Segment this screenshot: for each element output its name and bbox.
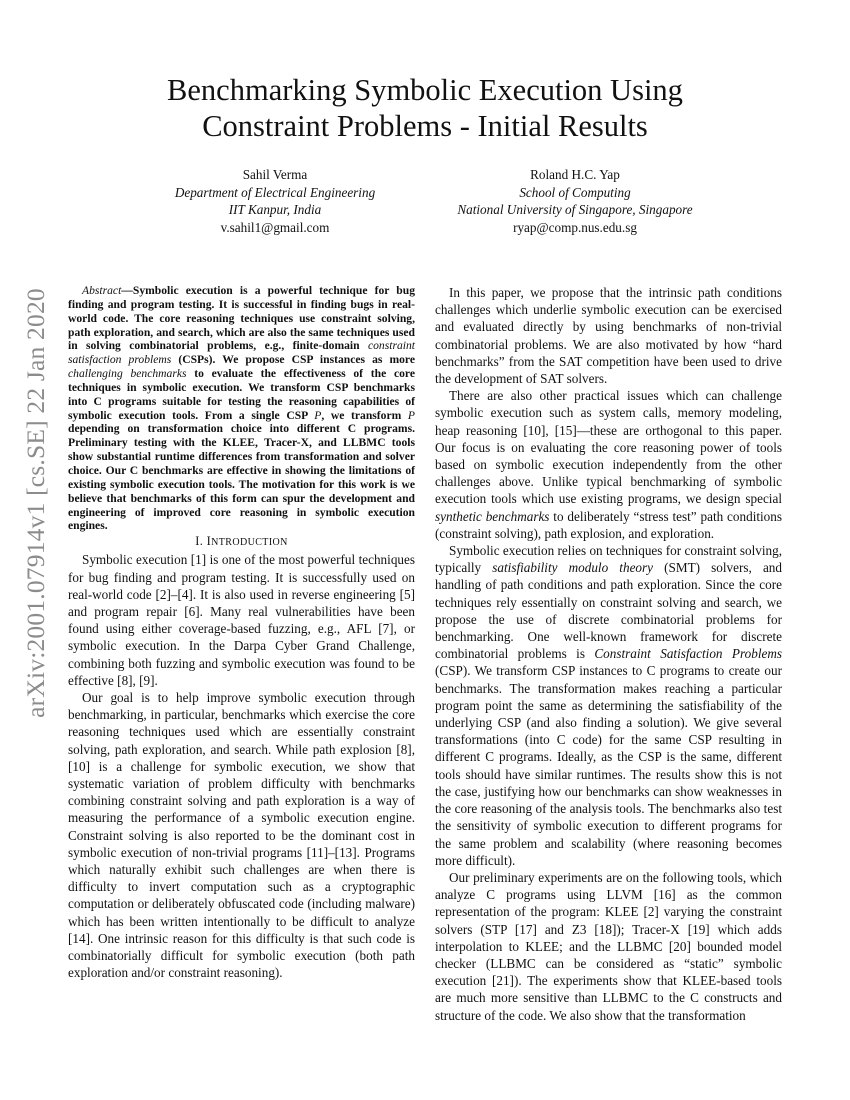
author-institution: IIT Kanpur, India: [228, 202, 322, 217]
abstract-label: Abstract: [82, 284, 122, 297]
section-title-initial: I: [206, 534, 212, 549]
abstract-emphasis: constraint satisfaction problems: [68, 339, 415, 367]
arxiv-identifier-text: arXiv:2001.07914v1 [cs.SE] 22 Jan 2020: [21, 287, 51, 718]
section-number: I.: [195, 534, 204, 549]
author-block-2: [430, 166, 720, 236]
right-column: [435, 284, 782, 1024]
math-symbol: P: [407, 408, 415, 422]
author-block-1: [130, 166, 420, 236]
body-emphasis: satisfiability modulo theory: [492, 560, 653, 576]
author-department: School of Computing: [519, 184, 631, 200]
body-paragraph: There are also other practical issues which can challenge symbolic execution such as system calls, memory modeling, heap reasoning [10], [15]—these are orthogonal to this paper. Our focus is on evaluating the core reasoning power of tools based on symbolic execution independently from the other challenges above. Unlike typical benchmarking of symbolic execution tools which use existing programs, we design special synthetic benchmarks to deliberately “stress test” path conditions (constraint solving), path explosion, and exploration.: [435, 388, 783, 541]
arxiv-identifier-stamp: [9, 287, 63, 718]
paper-title-line-1: Benchmarking Symbolic Execution Using: [167, 73, 683, 107]
abstract-emphasis: challenging benchmarks: [68, 367, 187, 381]
author-email: v.sahil1@gmail.com: [220, 219, 330, 235]
left-column: [68, 284, 415, 981]
abstract: Abstract—Symbolic execution is a powerful technique for bug finding and program testing. It is successful in finding bugs in real-world code. The core reasoning techniques use constraint solving, path exploration, and search, which are also the same techniques used in solving combinatorial problems, e.g., finite-domain constraint satisfaction problems (CSPs). We propose CSP instances as more challenging benchmarks to evaluate the effectiveness of the core techniques in symbolic execution. We transform CSP benchmarks into C programs suitable for testing the reasoning capabilities of symbolic execution tools. From a single CSP P, we transform P depending on transformation choice into different C programs. Preliminary testing with the KLEE, Tracer-X, and LLBMC tools show substantial runtime differences from transformation and solver choice. Our C benchmarks are effective in showing the limitations of existing symbolic execution tools. The motivation for this work is we believe that benchmarks of this form can spur the development and engineering of improved core reasoning in symbolic execution engines.: [68, 284, 416, 533]
body-paragraph: Symbolic execution relies on techniques for constraint solving, typically satisfiability modulo theory (SMT) solvers, and handling of path conditions and path exploration. Since the core techniques rely essentially on constraint solving and search, we propose the use of discrete combinatorial problems for benchmarking. One well-known framework for discrete combinatorial problems is Constraint Satisfaction Problems (CSP). We transform CSP instances to C programs to create our benchmarks. The transformation makes reaching a particular program point the same as determining the satisfiability of the underlying CSP (and also finding a solution). We give several transformations (into C code) for the same CSP resulting in different C programs. Ideally, as the CSP is the same, different tools should have similar runtimes. The results show this is not the case, justifying how our benchmarks can show weaknesses in the core reasoning of the analysis tools. The benchmarks also test the sensitivity of symbolic execution to different programs for the same problem and scalability (where reasoning becomes more difficult).: [435, 543, 782, 868]
body-paragraph: In this paper, we propose that the intrinsic path conditions challenges which underlie symbolic execution can be exercised and evaluated directly by using benchmarks of non-trivial combinatorial problems. We are also motivated by how “hard benchmarks” from the SAT competition have been used to drive the development of SAT solvers.: [435, 285, 782, 387]
body-paragraph: Our preliminary experiments are on the following tools, which analyze C programs using LLVM [16] as the common representation of the program: KLEE [2] varying the constraint solvers (STP [17] and Z3 [18]); Tracer-X [19] which adds interpolation to KLEE; and the LLBMC [20] bounded model checker (LLBMC can be considered as “static” symbolic execution [21]). The experiments show that KLEE-based tools are much more sensitive than LLBMC to the C constructs and structure of the code. We also show that the transformation: [435, 869, 782, 1023]
body-emphasis: synthetic benchmarks: [435, 508, 550, 524]
author-name: Roland H.C. Yap: [530, 167, 620, 182]
author-institution: National University of Singapore, Singapore: [457, 202, 693, 217]
paper-title: [60, 72, 790, 144]
section-title-rest: NTRODUCTION: [211, 537, 288, 549]
body-emphasis: Constraint Satisfaction Problems: [594, 646, 782, 662]
math-symbol: P: [314, 408, 322, 422]
author-name: Sahil Verma: [242, 167, 308, 182]
section-heading: [68, 533, 415, 551]
intro-paragraph: Symbolic execution [1] is one of the most powerful techniques for bug finding and program testing. It is successfully used on real-world code [2]–[4]. It is also used in reverse engineering [5] and program repair [6]. Many real vulnerabilities have been found using either coverage-based fuzzing, e.g., AFL [7], or symbolic execution. In the Darpa Cyber Grand Challenge, combining both fuzzing and symbolic execution was found to be effective [8], [9].: [68, 552, 415, 688]
author-department: Department of Electrical Engineering: [174, 184, 376, 200]
paper-title-line-2: Constraint Problems - Initial Results: [202, 109, 648, 143]
intro-paragraph: Our goal is to help improve symbolic execution through benchmarking, in particular, benchmarks which exercise the core reasoning techniques used which are essentially constraint solving, path exploration, and search. While path explosion [8], [10] is a challenge for symbolic execution, we show that systematic variation of problem difficulty with benchmarks combining constraint solving and path exploration is a way of measuring the performance of a symbolic execution engine. Constraint solving is also reported to be the dominant cost in symbolic execution of non-trivial programs [11]–[13]. Programs which naturally exhibit such challenges are when there is difficulty to invert computation such as a cryptographic computation or deliberately obfuscated code (including malware) which has been written intentionally to be difficult to analyze [14]. One intrinsic reason for this difficulty is that such code is combinatorially difficult for symbolic execution (both path exploration and/or constraint reasoning).: [68, 690, 415, 981]
author-email: ryap@comp.nus.edu.sg: [513, 219, 637, 235]
